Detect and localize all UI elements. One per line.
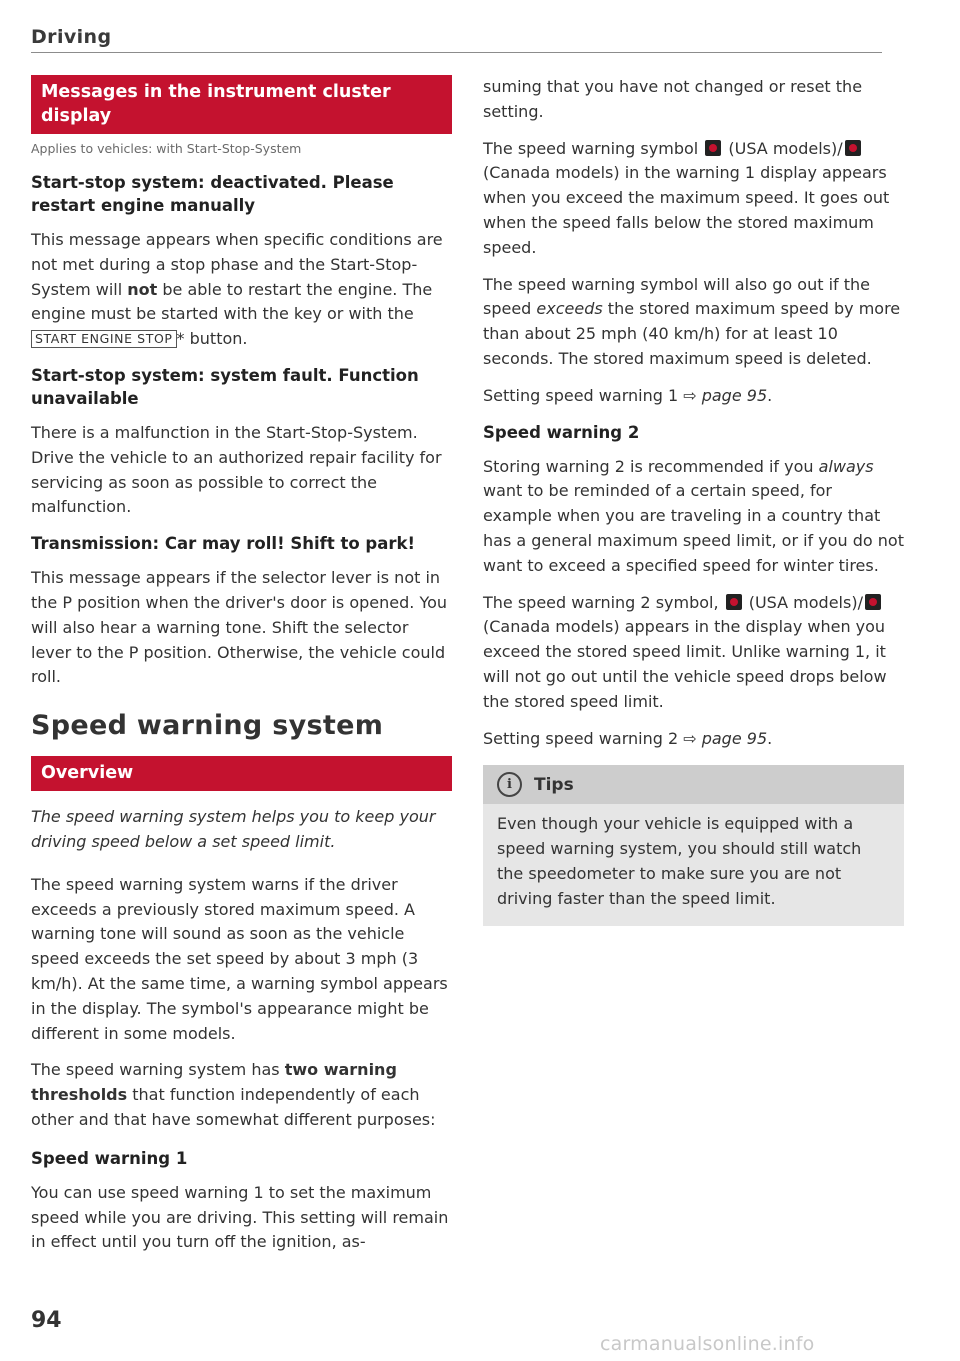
heading-transmission: Transmission: Car may roll! Shift to park! <box>31 534 415 554</box>
heading-system-fault: Start-stop system: system fault. Function unavailable <box>31 365 419 408</box>
speed-warning-2-usa-icon <box>726 594 742 610</box>
applies-note: Applies to vehicles: with Start-Stop-System <box>31 141 302 156</box>
speed-warning-canada-icon <box>845 140 861 156</box>
paragraph-symbol-goes-out: The speed warning symbol will also go out if the speed exceeds the stored maximum speed by more than about 25 mph (40 km/h) for at least 10 seconds. The stored maximum speed is deleted. <box>483 274 901 368</box>
paragraph-speed-warning-description: The speed warning system warns if the driver exceeds a previously stored maximum speed. A warning tone will sound as soon as the vehicle speed exceeds the set speed by about 3 mph (3 km/h). At the same time, a warning symbol appears in the display. The symbol's appearance might be different in some models. <box>31 874 448 1043</box>
intro-paragraph: The speed warning system helps you to keep your driving speed below a set speed limit. <box>31 807 436 851</box>
header-divider <box>31 52 882 53</box>
page-link-95[interactable]: ⇨ page 95 <box>683 385 768 405</box>
info-icon: i <box>497 772 522 797</box>
heading-speed-warning-1: Speed warning 1 <box>31 1148 188 1168</box>
tips-text: Even though your vehicle is equipped with a speed warning system, you should still watch the speedometer to make sure you are not driving faster than the speed limit. <box>497 814 862 908</box>
paragraph-transmission: This message appears if the selector lever is not in the P position when the driver's door is opened. You will also hear a warning tone. Shift the selector lever to the P position. Otherwise, the vehicle could roll. <box>31 568 448 687</box>
speed-warning-usa-icon <box>705 140 721 156</box>
heading-start-stop-deactivated: Start-stop system: deactivated. Please restart engine manually <box>31 173 394 215</box>
section-title-speed-warning: Speed warning system <box>31 710 384 742</box>
paragraph-speed-warning-1: You can use speed warning 1 to set the maximum speed while you are driving. This setting will remain in effect until you turn off the ignition, as- <box>31 1182 449 1252</box>
paragraph-setting-warning-2: Setting speed warning 2 ⇨ page 95. <box>483 728 773 748</box>
paragraph-warning-2-symbol: The speed warning 2 symbol, (USA models)/ (Canada models) appears in the display when you exceed the stored speed limit. Unlike warning 1, it will not go out until the vehicle speed drops below the stored speed limit. <box>483 592 887 711</box>
section-band-overview: Overview <box>31 756 452 791</box>
tips-body <box>483 804 904 925</box>
speed-warning-2-canada-icon <box>865 594 881 610</box>
start-engine-stop-key: START ENGINE STOP <box>31 330 177 348</box>
heading-speed-warning-2: Speed warning 2 <box>483 422 640 442</box>
left-column <box>31 75 452 1267</box>
paragraph-start-stop-deactivated: This message appears when specific conditions are not met during a stop phase and the Start-Stop-System will not be able to restart the engine. The engine must be started with the key or with the START ENGINE STOP * button. <box>31 230 443 349</box>
paragraph-continued: suming that you have not changed or reset the setting. <box>483 77 863 121</box>
paragraph-two-thresholds: The speed warning system has two warning thresholds that function independently of each other and that have somewhat different purposes: <box>31 1060 436 1129</box>
page-header-title: Driving <box>31 26 112 48</box>
paragraph-system-fault: There is a malfunction in the Start-Stop-System. Drive the vehicle to an authorized repair facility for servicing as soon as possible to correct the malfunction. <box>31 422 442 517</box>
paragraph-setting-warning-1: Setting speed warning 1 ⇨ page 95. <box>483 385 773 405</box>
right-column <box>483 75 904 926</box>
watermark: carmanualsonline.info <box>600 1333 815 1355</box>
paragraph-speed-warning-2: Storing warning 2 is recommended if you always want to be reminded of a certain speed, for example when you are traveling in a country that has a general maximum speed limit, or if you do not want to exceed a specified speed for winter tires. <box>483 456 904 575</box>
page-number: 94 <box>31 1308 62 1333</box>
paragraph-warning-symbol: The speed warning symbol (USA models)/ (Canada models) in the warning 1 display appears when you exceed the maximum speed. It goes out when the speed falls below the stored maximum speed. <box>483 138 890 257</box>
tips-header <box>483 765 904 804</box>
tips-title: Tips <box>534 774 574 795</box>
section-band-messages: Messages in the instrument cluster display <box>31 75 452 134</box>
tips-box <box>483 765 904 925</box>
page-link-95-second[interactable]: ⇨ page 95 <box>683 728 768 748</box>
